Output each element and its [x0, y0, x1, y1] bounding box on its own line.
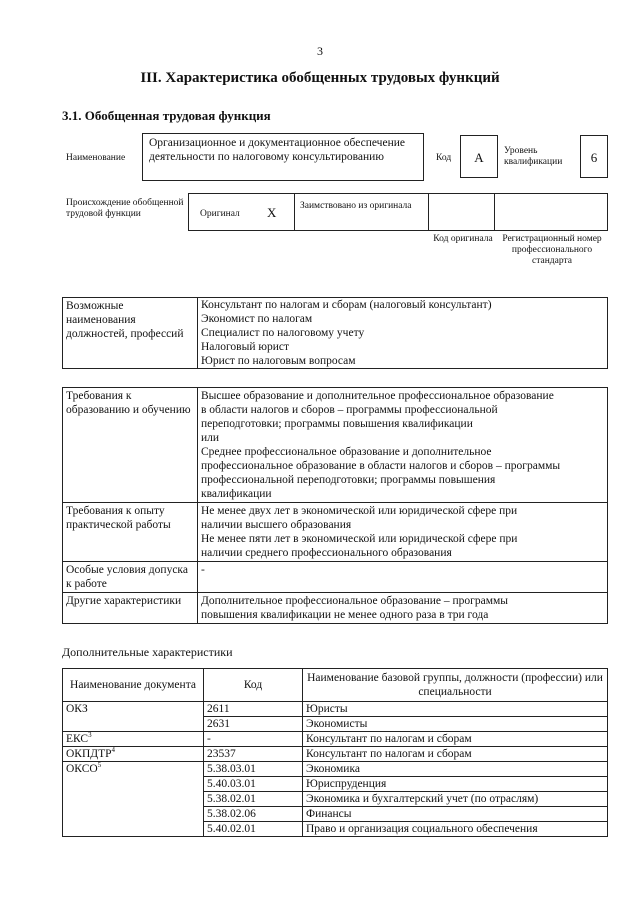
borrowed-label: Заимствовано из оригинала [300, 201, 412, 211]
name-label: Наименование [66, 153, 126, 163]
experience-label: Требования к опыту практической работы [63, 503, 198, 562]
requirements-table [62, 387, 608, 624]
special-conditions-value: - [198, 562, 608, 593]
okso-label-text: ОКСО [66, 763, 98, 775]
education-label: Требования к образованию и обучению [63, 388, 198, 503]
eks-label-text: ЕКС [66, 733, 89, 745]
okz-label: ОКЗ [63, 702, 204, 732]
other-line: Дополнительное профессиональное образование – программы [201, 595, 508, 607]
position-item: Юрист по налоговым вопросам [201, 355, 356, 367]
other-value [198, 593, 608, 624]
education-line: Высшее образование и дополнительное профессиональное образование [201, 390, 554, 402]
okz-name: Экономисты [303, 717, 608, 732]
level-value: 6 [580, 135, 608, 178]
okpdtr-name: Консультант по налогам и сборам [303, 747, 608, 762]
other-line: повышения квалификации не менее одного раза в три года [201, 609, 489, 621]
col-header-doc: Наименование документа [63, 669, 204, 702]
original-mark: X [267, 205, 277, 220]
position-item: Экономист по налогам [201, 313, 313, 325]
code-original-caption: Код оригинала [433, 234, 493, 244]
level-label: Уровень квалификации [504, 146, 563, 167]
position-item: Налоговый юрист [201, 341, 289, 353]
experience-value [198, 503, 608, 562]
experience-line: Не менее пяти лет в экономической или юридической сфере при [201, 533, 518, 545]
eks-name: Консультант по налогам и сборам [303, 732, 608, 747]
other-label: Другие характеристики [63, 593, 198, 624]
okpdtr-footnote: 4 [111, 746, 116, 755]
okso-name: Право и организация социального обеспечения [303, 822, 608, 837]
education-line: Среднее профессиональное образование и дополнительное [201, 446, 492, 458]
okz-code: 2631 [204, 717, 303, 732]
education-line: профессиональной переподготовки; программы повышения [201, 474, 496, 486]
position-item: Консультант по налогам и сборам (налоговый консультант) [201, 299, 492, 311]
okso-footnote: 5 [97, 761, 102, 770]
col-header-name: Наименование базовой группы, должности (профессии) или специальности [303, 669, 608, 702]
okso-code: 5.38.02.01 [204, 792, 303, 807]
okpdtr-code: 23537 [204, 747, 303, 762]
education-value [198, 388, 608, 503]
education-line: квалификации [201, 488, 272, 500]
additional-title: Дополнительные характеристики [62, 645, 233, 659]
education-line: или [201, 432, 220, 444]
origin-divider [428, 193, 429, 231]
additional-table [62, 668, 608, 837]
reg-number-caption: Регистрационный номер профессионального стандарта [502, 234, 602, 266]
special-conditions-label: Особые условия допуска к работе [63, 562, 198, 593]
subsection-title: 3.1. Обобщенная трудовая функция [62, 108, 271, 123]
origin-divider [494, 193, 495, 231]
positions-label: Возможные наименования должностей, профессий [63, 298, 198, 369]
okso-name: Финансы [303, 807, 608, 822]
experience-line: наличии среднего профессионального образования [201, 547, 452, 559]
okso-name: Юриспруденция [303, 777, 608, 792]
okso-code: 5.40.03.01 [204, 777, 303, 792]
okso-code: 5.38.03.01 [204, 762, 303, 777]
position-item: Специалист по налоговому учету [201, 327, 365, 339]
function-name: Организационное и документационное обеспечение деятельности по налоговому консультированию [149, 137, 405, 163]
experience-line: наличии высшего образования [201, 519, 352, 531]
origin-box [188, 193, 608, 231]
section-title: III. Характеристика обобщенных трудовых функций [140, 70, 500, 86]
code-value: А [460, 135, 498, 178]
function-name-box [142, 133, 424, 181]
eks-label [63, 732, 204, 747]
origin-label: Происхождение обобщенной трудовой функции [66, 198, 184, 219]
okpdtr-label [63, 747, 204, 762]
eks-code: - [204, 732, 303, 747]
okso-label [63, 762, 204, 837]
education-line: переподготовки; программы повышения квалификации [201, 418, 473, 430]
code-label: Код [436, 153, 452, 163]
education-line: профессиональное образование в области налогов и сборов – программы [201, 460, 561, 472]
education-line: в области налогов и сборов – программы профессиональной [201, 404, 498, 416]
okz-code: 2611 [204, 702, 303, 717]
positions-table [62, 297, 608, 369]
original-label: Оригинал [200, 209, 240, 219]
okso-code: 5.38.02.06 [204, 807, 303, 822]
experience-line: Не менее двух лет в экономической или юридической сфере при [201, 505, 518, 517]
okso-code: 5.40.02.01 [204, 822, 303, 837]
origin-divider [294, 193, 295, 231]
eks-footnote: 3 [88, 731, 92, 740]
okz-name: Юристы [303, 702, 608, 717]
okso-name: Экономика и бухгалтерский учет (по отраслям) [303, 792, 608, 807]
col-header-code: Код [204, 669, 303, 702]
okpdtr-label-text: ОКПДТР [66, 748, 112, 760]
page-number: 3 [317, 44, 323, 58]
positions-list [198, 298, 608, 369]
okso-name: Экономика [303, 762, 608, 777]
